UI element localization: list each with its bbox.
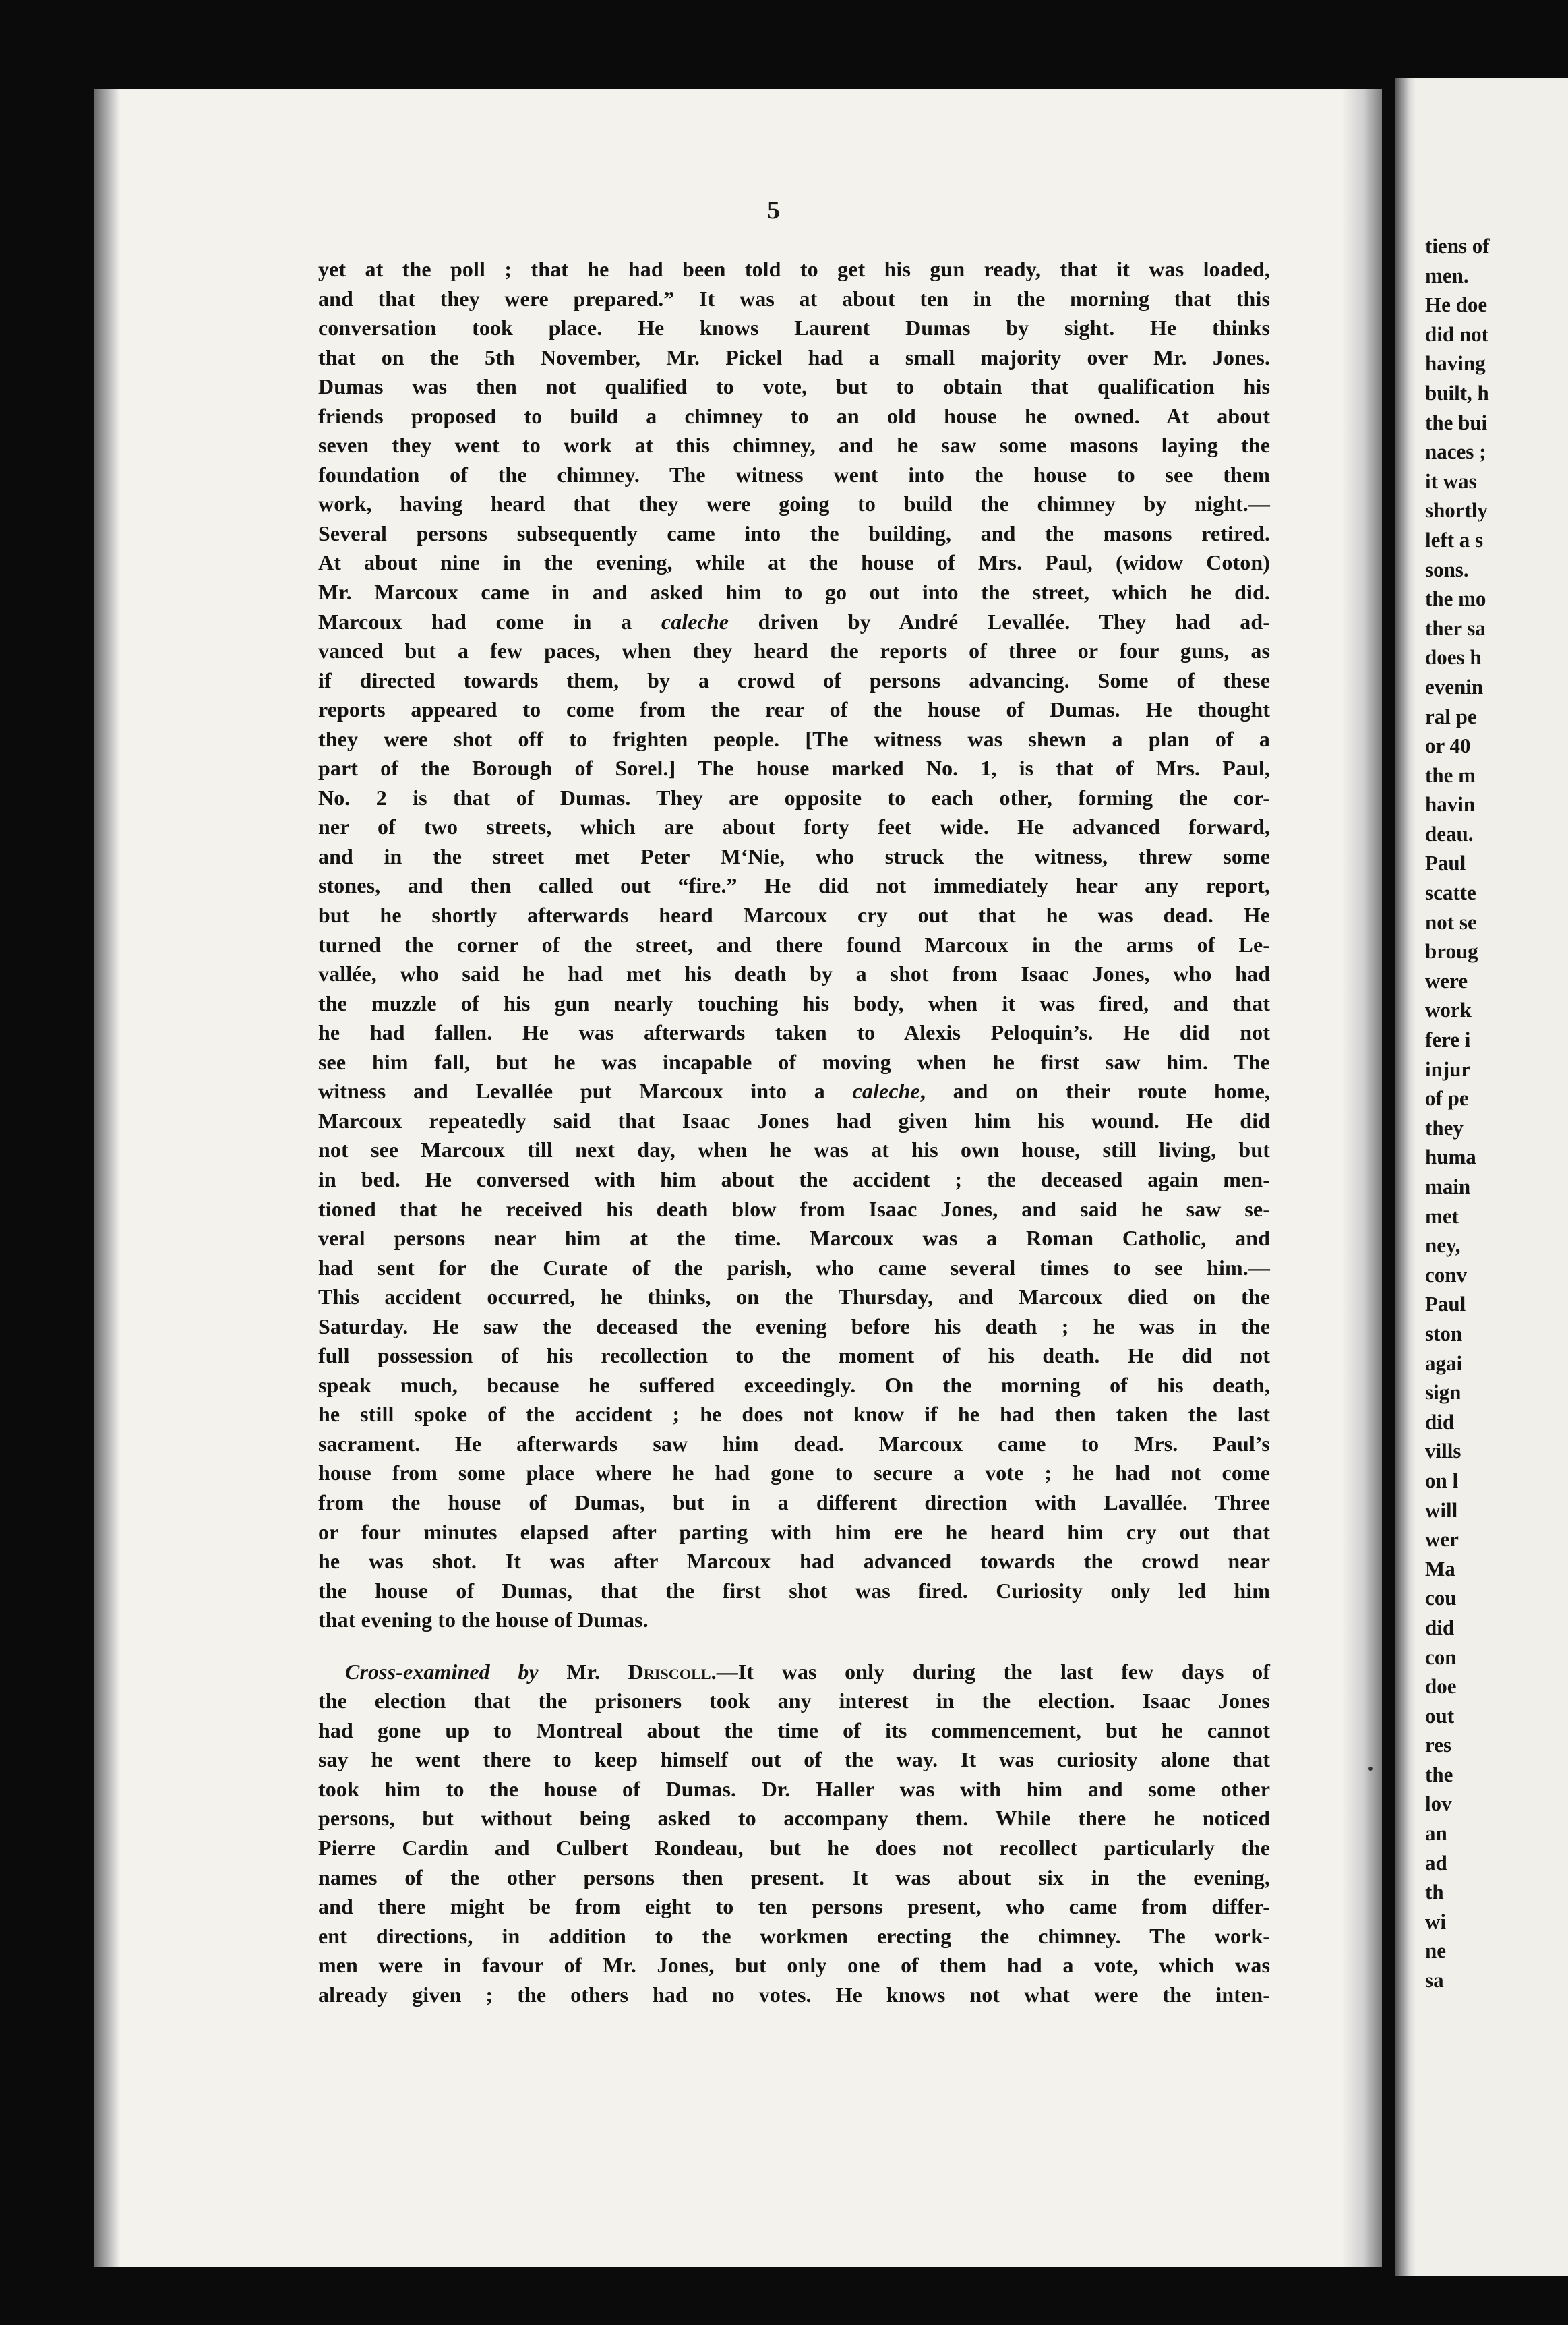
text-line: see him fall, but he was incapable of moving when he first saw him. The [318,1049,1270,1074]
text-line: full possession of his recollection to the moment of his death. He did not [318,1343,1270,1368]
text-line: part of the Borough of Sorel.] The house marked No. 1, is that of Mrs. Paul, [318,756,1270,781]
adjacent-page-line: ston [1425,1321,1463,1345]
text-line: he was shot. It was after Marcoux had advanced towards the crowd near [318,1549,1270,1574]
text-line: friends proposed to build a chimney to an old house he owned. At about [318,403,1270,428]
adjacent-page-line: an [1425,1821,1447,1846]
text-line: No. 2 is that of Dumas. They are opposite to each other, forming the cor- [318,785,1270,810]
text-line: At about nine in the evening, while at the house of Mrs. Paul, (widow Coton) [318,550,1270,575]
adjacent-page-line: Paul [1425,851,1466,875]
cross-examination-paragraph [318,1657,1270,2010]
adjacent-page-line: the mo [1425,587,1486,611]
adjacent-page-line: of pe [1425,1086,1469,1111]
adjacent-page-line: evenin [1425,674,1484,699]
text-line [318,1657,1270,1687]
adjacent-page-line: sign [1425,1380,1461,1405]
adjacent-page-line: fere i [1425,1028,1471,1052]
adjacent-page-line: havin [1425,792,1476,817]
text-line: from the house of Dumas, but in a different direction with Lavallée. Three [318,1490,1270,1514]
adjacent-page-line: lov [1425,1792,1452,1816]
adjacent-page-line: ral pe [1425,704,1477,728]
text-line: work, having heard that they were going to build the chimney by night.— [318,492,1270,517]
adjacent-page-line: ad [1425,1850,1447,1875]
adjacent-page-line: tiens of [1425,234,1490,258]
adjacent-page-line: wer [1425,1527,1459,1552]
adjacent-page-line: res [1425,1733,1452,1757]
text-line: if directed towards them, by a crowd of persons advancing. Some of these [318,668,1270,693]
page-number: 5 [767,196,780,225]
adjacent-page-line: out [1425,1703,1455,1728]
adjacent-page-line: did [1425,1409,1455,1434]
examiner-name: Mr. Driscoll [566,1659,711,1684]
text-line: names of the other persons then present. It was about six in the evening, [318,1864,1270,1889]
adjacent-page-line: sa [1425,1968,1444,1993]
adjacent-page-shadow [1395,78,1416,2276]
text-line: he still spoke of the accident ; he does not know if he had then taken the last [318,1402,1270,1427]
text-line: men were in favour of Mr. Jones, but only one of them had a vote, which was [318,1953,1270,1978]
adjacent-page-line: main [1425,1175,1471,1198]
text-line: Mr. Marcoux came in and asked him to go out into the street, which he did. [318,580,1270,605]
text-line: or four minutes elapsed after parting with him ere he heard him cry out that [318,1519,1270,1544]
adjacent-page [1395,78,1568,2276]
text-line: he had fallen. He was afterwards taken to Alexis Peloquin’s. He did not [318,1020,1270,1045]
text-line: house from some place where he had gone to secure a vote ; he had not come [318,1461,1270,1485]
text-line: Dumas was then not qualified to vote, but to obtain that qualification his [318,374,1270,399]
adjacent-page-line: the bui [1425,410,1488,434]
text-line: persons, but without being asked to accompany them. While there he noticed [318,1806,1270,1831]
adjacent-page-line: built, h [1425,380,1489,405]
text-line: they were shot off to frighten people. [The witness was shewn a plan of a [318,726,1270,751]
adjacent-page-line: the m [1425,763,1476,787]
adjacent-page-line: met [1425,1204,1459,1228]
text-line: conversation took place. He knows Laurent Dumas by sight. He thinks [318,316,1270,341]
adjacent-page-line: ne [1425,1939,1446,1963]
text-line: ner of two streets, which are about forty feet wide. He advanced forward, [318,815,1270,840]
adjacent-page-line: not se [1425,910,1477,934]
text-line: Marcoux repeatedly said that Isaac Jones had given him his wound. He did [318,1108,1270,1133]
adjacent-page-line: Paul [1425,1292,1466,1316]
adjacent-page-line: sons. [1425,557,1469,581]
text-line: not see Marcoux till next day, when he was at his own house, still living, but [318,1138,1270,1162]
adjacent-page-line: conv [1425,1262,1467,1287]
text-line: speak much, because he suffered exceedingly. On the morning of his death, [318,1372,1270,1397]
adjacent-page-line: wi [1425,1909,1446,1933]
adjacent-page-line: cou [1425,1586,1457,1610]
adjacent-page-line: were [1425,968,1468,993]
text-line: Marcoux had come in a caleche driven by André Levallée. They had ad- [318,609,1271,634]
text-line: sacrament. He afterwards saw him dead. Marcoux came to Mrs. Paul’s [318,1431,1270,1456]
adjacent-page-line: th [1425,1880,1444,1904]
text-line: reports appeared to come from the rear of the house of Dumas. He thought [318,697,1270,722]
text-line: foundation of the chimney. The witness went into the house to see them [318,462,1270,487]
adjacent-page-line: ney, [1425,1233,1461,1258]
adjacent-page-line: vills [1425,1439,1461,1463]
adjacent-page-line: did [1425,1615,1455,1639]
adjacent-page-line: doe [1425,1674,1457,1699]
text-line: and that they were prepared.” It was at about ten in the morning that this [318,286,1270,311]
adjacent-page-line: shortly [1425,498,1488,523]
adjacent-page-line: naces ; [1425,440,1486,464]
text-line: the election that the prisoners took any interest in the election. Isaac Jones [318,1688,1270,1713]
adjacent-page-line: did not [1425,322,1488,346]
adjacent-page-line: will [1425,1498,1458,1522]
scan-speck [1368,1767,1373,1771]
text-line: had gone up to Montreal about the time of its commencement, but he cannot [318,1717,1270,1742]
text-line: had sent for the Curate of the parish, who came several times to see him.— [318,1255,1270,1280]
text-line: that evening to the house of Dumas. [318,1608,649,1632]
text-line: tioned that he received his death blow from Isaac Jones, and said he saw se- [318,1196,1270,1221]
text-line: vallée, who said he had met his death by a shot from Isaac Jones, who had [318,962,1270,987]
body-text [318,255,1270,2009]
cross-examined-label: Cross-examined by [345,1659,539,1684]
adjacent-page-line: on l [1425,1468,1459,1492]
adjacent-page-line: they [1425,1115,1464,1140]
text-line: in bed. He conversed with him about the accident ; the deceased again men- [318,1167,1270,1191]
adjacent-page-line: the [1425,1762,1453,1786]
first-line-rest: .—It was only during the last few days of [711,1659,1271,1684]
adjacent-page-line: having [1425,351,1486,376]
adjacent-page-line: or 40 [1425,734,1471,758]
adjacent-page-line: injur [1425,1057,1471,1081]
text-line: veral persons near him at the time. Marcoux was a Roman Catholic, and [318,1226,1270,1251]
adjacent-page-line: huma [1425,1145,1476,1169]
adjacent-page-line: it was [1425,469,1477,493]
adjacent-page-line: scatte [1425,881,1476,905]
text-line: yet at the poll ; that he had been told to get his gun ready, that it was loaded, [318,257,1270,281]
page-fold-shadow [1341,89,1382,2267]
page-binding-shadow [94,89,120,2267]
text-line: already given ; the others had no votes. He knows not what were the inten- [318,1982,1270,2007]
testimony-paragraph [318,255,1270,1635]
text-line: Saturday. He saw the deceased the evening before his death ; he was in the [318,1314,1270,1338]
text-line: Several persons subsequently came into the building, and the masons retired. [318,521,1270,546]
adjacent-page-line: does h [1425,645,1482,670]
adjacent-page-line: ther sa [1425,616,1486,640]
text-line: ent directions, in addition to the workmen erecting the chimney. The work- [318,1923,1270,1948]
adjacent-page-line: deau. [1425,821,1474,846]
text-line: turned the corner of the street, and there found Marcoux in the arms of Le- [318,932,1270,957]
adjacent-page-line: men. [1425,263,1469,287]
text-line: Pierre Cardin and Culbert Rondeau, but he does not recollect particularly the [318,1835,1270,1860]
text-line: took him to the house of Dumas. Dr. Haller was with him and some other [318,1776,1270,1801]
adjacent-page-line: left a s [1425,527,1484,552]
text-line: vanced but a few paces, when they heard the reports of three or four guns, as [318,639,1270,664]
text-line: stones, and then called out “fire.” He did not immediately hear any report, [318,873,1270,898]
adjacent-page-line: con [1425,1645,1457,1669]
text-line: the house of Dumas, that the first shot was fired. Curiosity only led him [318,1578,1270,1603]
adjacent-page-line: Ma [1425,1556,1455,1581]
adjacent-page-line: He doe [1425,293,1488,317]
adjacent-page-text [1425,231,1568,1995]
text-line: seven they went to work at this chimney, and he saw some masons laying the [318,433,1270,458]
text-line: the muzzle of his gun nearly touching his body, when it was fired, and that [318,991,1270,1016]
adjacent-page-line: work [1425,998,1472,1022]
text-line: witness and Levallée put Marcoux into a caleche, and on their route home, [318,1079,1271,1104]
text-line: This accident occurred, he thinks, on the Thursday, and Marcoux died on the [318,1285,1270,1309]
text-line: that on the 5th November, Mr. Pickel had a small majority over Mr. Jones. [318,345,1270,370]
text-line: say he went there to keep himself out of the way. It was curiosity alone that [318,1747,1270,1772]
text-line: and in the street met Peter M‘Nie, who struck the witness, threw some [318,844,1270,869]
adjacent-page-line: agai [1425,1351,1463,1375]
text-line: and there might be from eight to ten persons present, who came from differ- [318,1894,1270,1919]
adjacent-page-line: broug [1425,939,1478,964]
text-line: but he shortly afterwards heard Marcoux cry out that he was dead. He [318,903,1270,928]
